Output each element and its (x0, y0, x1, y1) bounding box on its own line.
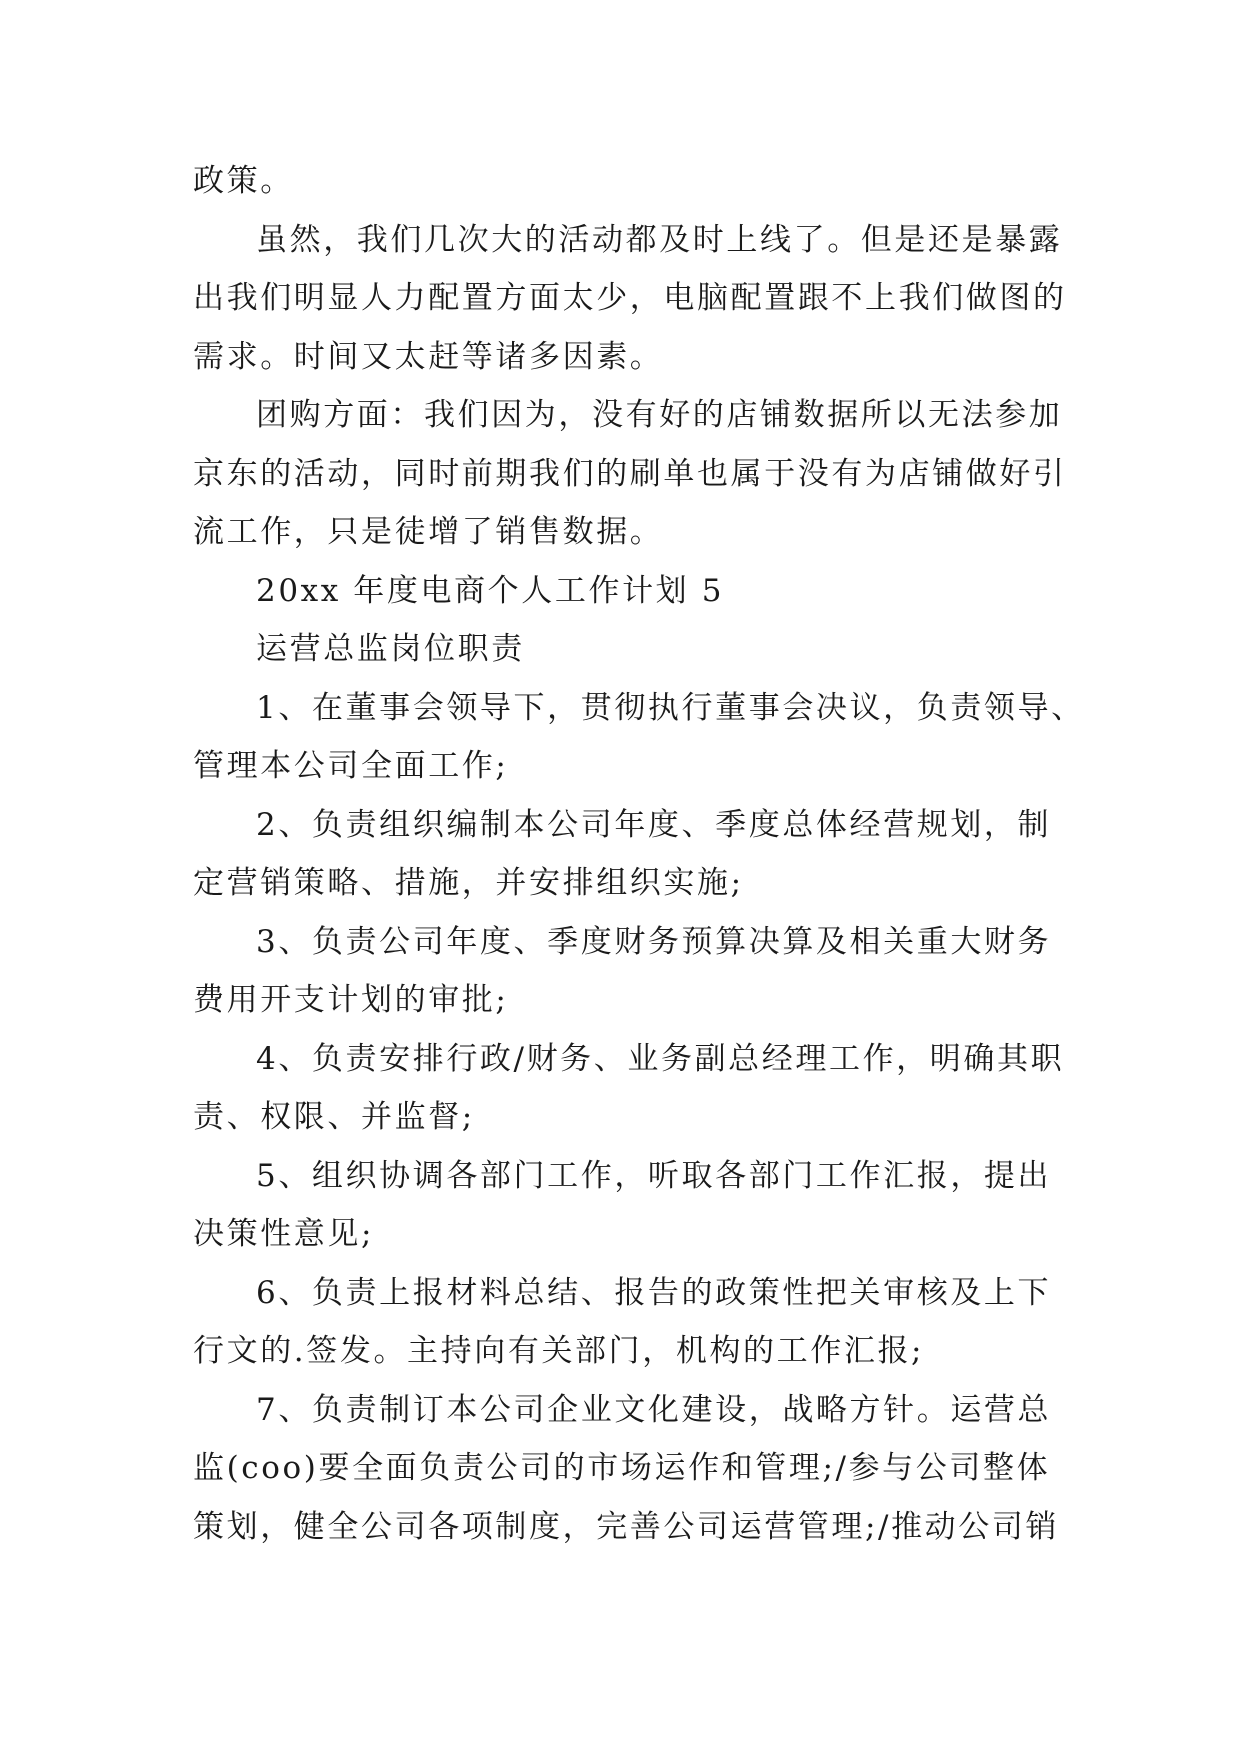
text-line: 定营销策略、措施，并安排组织实施; (193, 865, 744, 901)
text-line: 管理本公司全面工作; (193, 748, 509, 784)
text-line: 监(coo)要全面负责公司的市场运作和管理;/参与公司整体 (193, 1450, 1051, 1486)
text-line: 流工作，只是徒增了销售数据。 (193, 514, 664, 550)
list-item: 6、负责上报材料总结、报告的政策性把关审核及上下 (256, 1274, 1052, 1311)
text-line: 决策性意见; (193, 1216, 375, 1252)
text-line: 责、权限、并监督; (193, 1099, 475, 1135)
text-line: 京东的活动，同时前期我们的刷单也属于没有为店铺做好引 (193, 455, 1067, 492)
section-heading: 20xx 年度电商个人工作计划 5 (256, 572, 725, 609)
text-line: 需求。时间又太赶等诸多因素。 (193, 338, 664, 375)
text-line: 虽然，我们几次大的活动都及时上线了。但是还是暴露 (256, 221, 1063, 258)
list-item: 5、组织协调各部门工作，听取各部门工作汇报，提出 (256, 1157, 1052, 1194)
text-line: 费用开支计划的审批; (193, 982, 509, 1018)
document-body (193, 152, 1085, 1556)
list-item: 3、负责公司年度、季度财务预算决算及相关重大财务 (256, 923, 1052, 960)
list-item: 7、负责制订本公司企业文化建设，战略方针。运营总 (256, 1391, 1052, 1428)
text-line: 团购方面：我们因为，没有好的店铺数据所以无法参加 (256, 397, 1063, 433)
text-line: 政策。 (193, 163, 294, 199)
section-subheading: 运营总监岗位职责 (256, 631, 525, 667)
list-item: 2、负责组织编制本公司年度、季度总体经营规划，制 (256, 806, 1052, 843)
text-line: 行文的.签发。主持向有关部门，机构的工作汇报; (193, 1333, 925, 1369)
text-line: 出我们明显人力配置方面太少，电脑配置跟不上我们做图的 (193, 280, 1067, 316)
list-item: 4、负责安排行政/财务、业务副总经理工作，明确其职 (256, 1040, 1065, 1077)
text-line: 策划，健全公司各项制度，完善公司运营管理;/推动公司销 (193, 1508, 1060, 1545)
list-item: 1、在董事会领导下，贯彻执行董事会决议，负责领导、 (256, 689, 1085, 726)
